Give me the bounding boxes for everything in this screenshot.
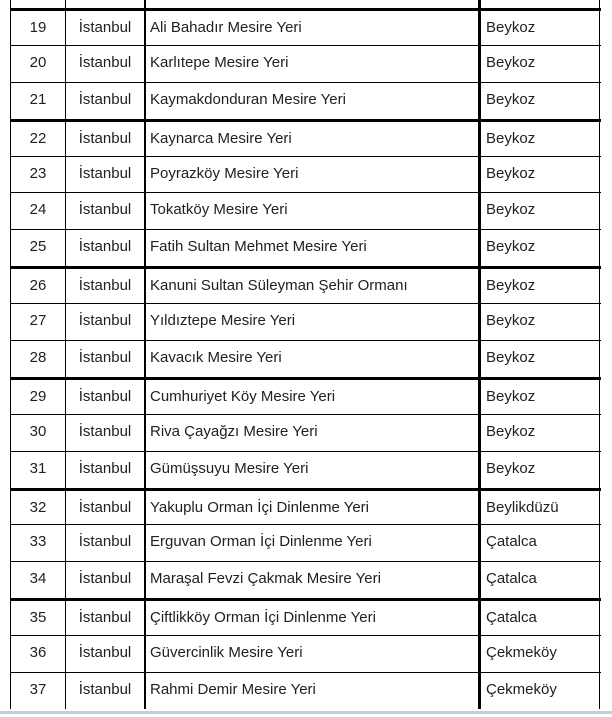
province-cell: İstanbul	[66, 525, 146, 561]
province-cell: İstanbul	[66, 601, 146, 635]
district-cell: Beykoz	[481, 380, 600, 414]
table-row	[11, 119, 601, 156]
district-cell: Beykoz	[481, 157, 600, 193]
row-number-cell: 25	[11, 230, 66, 266]
place-name-cell: Cumhuriyet Köy Mesire Yeri	[146, 380, 481, 414]
district-cell: Çatalca	[481, 601, 600, 635]
place-name-cell: Maraşal Fevzi Çakmak Mesire Yeri	[146, 562, 481, 598]
table-row	[11, 451, 601, 488]
place-name-cell: Rahmi Demir Mesire Yeri	[146, 673, 481, 709]
place-name-cell: Kanuni Sultan Süleyman Şehir Ormanı	[146, 269, 481, 303]
place-name-cell: Kaymakdonduran Mesire Yeri	[146, 83, 481, 119]
place-name-cell	[146, 0, 481, 8]
table-row	[11, 414, 601, 451]
province-cell: İstanbul	[66, 380, 146, 414]
district-cell: Beykoz	[481, 269, 600, 303]
province-cell: İstanbul	[66, 491, 146, 525]
province-cell: İstanbul	[66, 415, 146, 451]
row-number-cell: 24	[11, 193, 66, 229]
row-number-cell: 21	[11, 83, 66, 119]
place-name-cell: Erguvan Orman İçi Dinlenme Yeri	[146, 525, 481, 561]
table-row	[11, 303, 601, 340]
district-cell: Beykoz	[481, 230, 600, 266]
province-cell: İstanbul	[66, 304, 146, 340]
province-cell: İstanbul	[66, 673, 146, 709]
row-number-cell	[11, 0, 66, 8]
table-row	[11, 192, 601, 229]
place-name-cell: Poyrazköy Mesire Yeri	[146, 157, 481, 193]
district-cell: Beykoz	[481, 11, 600, 45]
row-number-cell: 34	[11, 562, 66, 598]
province-cell: İstanbul	[66, 157, 146, 193]
province-cell: İstanbul	[66, 193, 146, 229]
row-number-cell: 31	[11, 452, 66, 488]
mesire-places-table	[10, 0, 601, 709]
province-cell: İstanbul	[66, 230, 146, 266]
place-name-cell: Riva Çayağzı Mesire Yeri	[146, 415, 481, 451]
district-cell: Beykoz	[481, 46, 600, 82]
district-cell: Çekmeköy	[481, 673, 600, 709]
table-row	[11, 45, 601, 82]
table-row	[11, 156, 601, 193]
district-cell: Beykoz	[481, 452, 600, 488]
place-name-cell: Karlıtepe Mesire Yeri	[146, 46, 481, 82]
table-row	[11, 377, 601, 414]
district-cell: Çekmeköy	[481, 636, 600, 672]
district-cell: Çatalca	[481, 562, 600, 598]
row-number-cell: 27	[11, 304, 66, 340]
row-number-cell: 35	[11, 601, 66, 635]
row-number-cell: 30	[11, 415, 66, 451]
table-row	[11, 340, 601, 377]
row-number-cell: 28	[11, 341, 66, 377]
province-cell: İstanbul	[66, 83, 146, 119]
place-name-cell: Güvercinlik Mesire Yeri	[146, 636, 481, 672]
province-cell: İstanbul	[66, 341, 146, 377]
province-cell: İstanbul	[66, 269, 146, 303]
province-cell: İstanbul	[66, 11, 146, 45]
table-row	[11, 561, 601, 598]
row-number-cell: 36	[11, 636, 66, 672]
district-cell: Beykoz	[481, 415, 600, 451]
row-number-cell: 33	[11, 525, 66, 561]
row-number-cell: 37	[11, 673, 66, 709]
place-name-cell: Yıldıztepe Mesire Yeri	[146, 304, 481, 340]
place-name-cell: Tokatköy Mesire Yeri	[146, 193, 481, 229]
place-name-cell: Kaynarca Mesire Yeri	[146, 122, 481, 156]
province-cell: İstanbul	[66, 636, 146, 672]
place-name-cell: Gümüşsuyu Mesire Yeri	[146, 452, 481, 488]
row-number-cell: 19	[11, 11, 66, 45]
district-cell: Beykoz	[481, 122, 600, 156]
district-cell: Beykoz	[481, 193, 600, 229]
place-name-cell: Yakuplu Orman İçi Dinlenme Yeri	[146, 491, 481, 525]
table-row	[11, 8, 601, 45]
row-number-cell: 26	[11, 269, 66, 303]
row-number-cell: 22	[11, 122, 66, 156]
table-row	[11, 524, 601, 561]
district-cell	[481, 0, 600, 8]
district-cell: Beykoz	[481, 83, 600, 119]
table-row	[11, 266, 601, 303]
place-name-cell: Çiftlikköy Orman İçi Dinlenme Yeri	[146, 601, 481, 635]
table-row	[11, 488, 601, 525]
province-cell	[66, 0, 146, 8]
partial-row-top	[11, 0, 601, 8]
province-cell: İstanbul	[66, 122, 146, 156]
row-number-cell: 23	[11, 157, 66, 193]
row-number-cell: 32	[11, 491, 66, 525]
table-row	[11, 672, 601, 709]
district-cell: Çatalca	[481, 525, 600, 561]
district-cell: Beykoz	[481, 341, 600, 377]
place-name-cell: Ali Bahadır Mesire Yeri	[146, 11, 481, 45]
place-name-cell: Fatih Sultan Mehmet Mesire Yeri	[146, 230, 481, 266]
province-cell: İstanbul	[66, 46, 146, 82]
window-bottom-edge	[0, 711, 612, 714]
district-cell: Beykoz	[481, 304, 600, 340]
table-row	[11, 598, 601, 635]
district-cell: Beylikdüzü	[481, 491, 600, 525]
table-row	[11, 635, 601, 672]
place-name-cell: Kavacık Mesire Yeri	[146, 341, 481, 377]
row-number-cell: 29	[11, 380, 66, 414]
province-cell: İstanbul	[66, 452, 146, 488]
table-row	[11, 229, 601, 266]
province-cell: İstanbul	[66, 562, 146, 598]
table-row	[11, 82, 601, 119]
row-number-cell: 20	[11, 46, 66, 82]
